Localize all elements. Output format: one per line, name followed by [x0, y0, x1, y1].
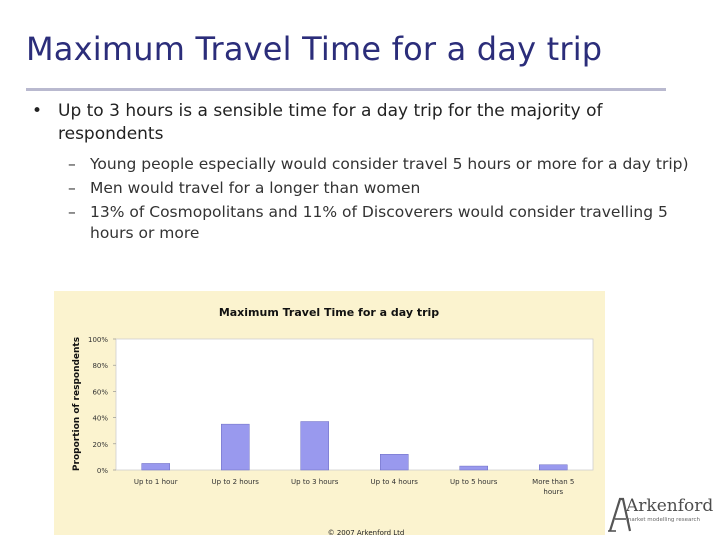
x-tick-label: Up to 5 hours	[450, 478, 498, 486]
sub-bullet-text: 13% of Cosmopolitans and 11% of Discoverers would consider travelling 5 hours or more	[90, 203, 668, 242]
slide-title: Maximum Travel Time for a day trip	[26, 30, 603, 68]
sub-bullet	[68, 154, 690, 175]
x-tick-label: Up to 3 hours	[291, 478, 339, 486]
bar-chart	[54, 291, 605, 535]
dash-icon: –	[68, 203, 76, 221]
bullet-list	[30, 100, 690, 247]
bar	[460, 466, 488, 470]
y-tick-label: 0%	[96, 467, 108, 475]
x-tick-label: Up to 4 hours	[370, 478, 418, 486]
title-divider	[26, 88, 666, 91]
bar	[221, 424, 249, 470]
y-tick-label: 100%	[87, 336, 108, 344]
bar	[380, 454, 408, 470]
y-tick-label: 40%	[92, 414, 108, 423]
bar	[142, 463, 170, 470]
sub-bullet-list	[30, 154, 690, 244]
sub-bullet	[68, 178, 690, 199]
y-axis-label: Proportion of respondents	[72, 336, 82, 472]
x-tick-label: Up to 2 hours	[211, 478, 259, 486]
x-tick-label: More than 5 hours	[532, 478, 575, 496]
logo-wordmark: Arkenford	[626, 496, 714, 516]
y-tick-label: 20%	[92, 440, 108, 449]
copyright-text: © 2007 Arkenford Ltd	[327, 529, 405, 535]
main-bullet	[30, 100, 690, 146]
arkenford-logo	[606, 493, 718, 537]
dash-icon: –	[68, 155, 76, 173]
dash-icon: –	[68, 179, 76, 197]
x-tick-label: Up to 1 hour	[133, 478, 178, 486]
sub-bullet	[68, 202, 690, 244]
chart-title: Maximum Travel Time for a day trip	[218, 306, 440, 319]
bar	[539, 465, 567, 470]
logo-tagline: market modelling research	[626, 517, 700, 523]
bar	[301, 422, 329, 470]
chart-panel	[54, 291, 605, 535]
plot-area	[116, 339, 593, 470]
y-tick-label: 60%	[92, 388, 108, 397]
sub-bullet-text: Men would travel for a longer than women	[90, 179, 421, 197]
bullet-dot-icon: •	[32, 101, 43, 121]
y-tick-label: 80%	[92, 362, 108, 371]
main-bullet-text: Up to 3 hours is a sensible time for a day trip for the majority of respondents	[58, 101, 603, 144]
sub-bullet-text: Young people especially would consider travel 5 hours or more for a day trip)	[90, 155, 689, 173]
